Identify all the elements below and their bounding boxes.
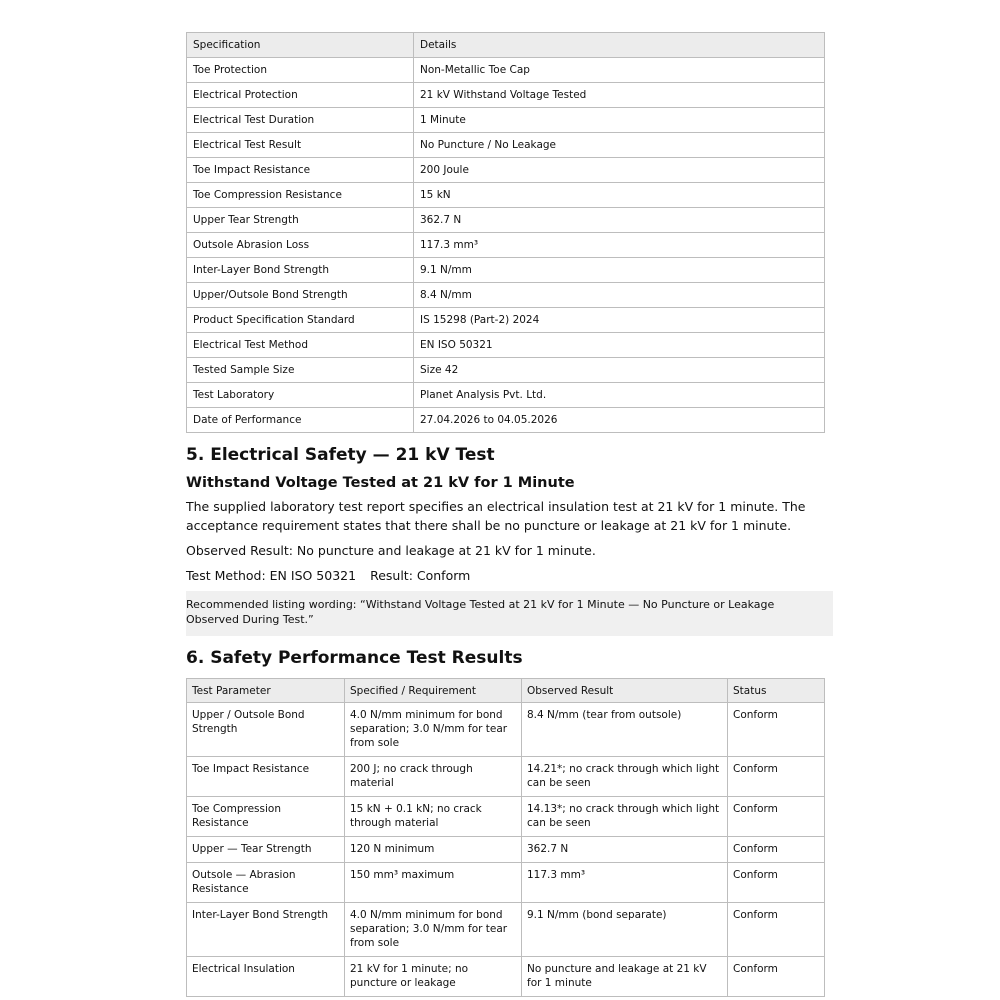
test-method-text: Test Method: EN ISO 50321 [186, 568, 357, 583]
table-row [187, 183, 825, 208]
section-5-paragraph: The supplied laboratory test report specifies an electrical insulation test at 21 kV for 1 minute. The acceptance requirement states that there shall be no puncture or leakage at 21 kV for 1 minute. [186, 499, 806, 533]
spec-name: Test Laboratory [187, 383, 414, 408]
test-parameter-cell: Toe Compression Resistance [187, 797, 345, 837]
requirement-cell: 200 J; no crack through material [345, 757, 522, 797]
spec-name: Electrical Protection [187, 83, 414, 108]
column-header: Specification [187, 33, 414, 58]
table-header-row [187, 33, 825, 58]
requirement-cell: 4.0 N/mm minimum for bond separation; 3.0 N/mm for tear from sole [345, 703, 522, 757]
column-header: Observed Result [522, 679, 728, 703]
table-header-row [187, 679, 825, 703]
spec-value: 8.4 N/mm [414, 283, 825, 308]
test-parameter-cell: Inter-Layer Bond Strength [187, 903, 345, 957]
test-parameter-cell: Upper — Tear Strength [187, 837, 345, 863]
spec-value: 21 kV Withstand Voltage Tested [414, 83, 825, 108]
spec-name: Electrical Test Duration [187, 108, 414, 133]
column-header: Details [414, 33, 825, 58]
spec-value: 362.7 N [414, 208, 825, 233]
results-table [186, 678, 825, 997]
spec-name: Upper/Outsole Bond Strength [187, 283, 414, 308]
column-header: Specified / Requirement [345, 679, 522, 703]
status-cell: Conform [728, 797, 825, 837]
requirement-cell: 21 kV for 1 minute; no puncture or leakage [345, 957, 522, 997]
status-cell: Conform [728, 837, 825, 863]
spec-name: Toe Protection [187, 58, 414, 83]
table-row [187, 863, 825, 903]
table-row [187, 133, 825, 158]
status-cell: Conform [728, 903, 825, 957]
spec-name: Electrical Test Result [187, 133, 414, 158]
observed-cell: 14.13*; no crack through which light can be seen [522, 797, 728, 837]
table-row [187, 703, 825, 757]
table-row [187, 837, 825, 863]
spec-name: Date of Performance [187, 408, 414, 433]
table-row [187, 358, 825, 383]
observed-cell: 8.4 N/mm (tear from outsole) [522, 703, 728, 757]
spec-value: Non-Metallic Toe Cap [414, 58, 825, 83]
spec-value: 15 kN [414, 183, 825, 208]
section-5-subheading: Withstand Voltage Tested at 21 kV for 1 Minute [186, 475, 575, 491]
test-parameter-cell: Electrical Insulation [187, 957, 345, 997]
spec-value: 117.3 mm³ [414, 233, 825, 258]
column-header: Test Parameter [187, 679, 345, 703]
test-method-line [186, 566, 825, 585]
table-row [187, 903, 825, 957]
table-row [187, 208, 825, 233]
observed-result-text: Observed Result: No puncture and leakage at 21 kV for 1 minute. [186, 543, 596, 558]
status-cell: Conform [728, 863, 825, 903]
observed-cell: 9.1 N/mm (bond separate) [522, 903, 728, 957]
observed-cell: 117.3 mm³ [522, 863, 728, 903]
table-row [187, 283, 825, 308]
table-row [187, 757, 825, 797]
document-page [186, 32, 825, 997]
table-row [187, 797, 825, 837]
status-cell: Conform [728, 957, 825, 997]
spec-value: EN ISO 50321 [414, 333, 825, 358]
table-row [187, 408, 825, 433]
requirement-cell: 15 kN + 0.1 kN; no crack through material [345, 797, 522, 837]
requirement-cell: 4.0 N/mm minimum for bond separation; 3.0 N/mm for tear from sole [345, 903, 522, 957]
result-text: Result: Conform [370, 568, 471, 583]
table-row [187, 333, 825, 358]
table-row [187, 957, 825, 997]
test-parameter-cell: Outsole — Abrasion Resistance [187, 863, 345, 903]
table-row [187, 108, 825, 133]
table-row [187, 58, 825, 83]
requirement-cell: 120 N minimum [345, 837, 522, 863]
table-row [187, 308, 825, 333]
test-parameter-cell: Toe Impact Resistance [187, 757, 345, 797]
spec-name: Product Specification Standard [187, 308, 414, 333]
spec-name: Toe Impact Resistance [187, 158, 414, 183]
section-5-heading: 5. Electrical Safety — 21 kV Test [186, 445, 495, 465]
section-6-heading: 6. Safety Performance Test Results [186, 648, 523, 668]
spec-name: Upper Tear Strength [187, 208, 414, 233]
spec-name: Outsole Abrasion Loss [187, 233, 414, 258]
status-cell: Conform [728, 703, 825, 757]
spec-value: 9.1 N/mm [414, 258, 825, 283]
spec-value: Size 42 [414, 358, 825, 383]
spec-value: 1 Minute [414, 108, 825, 133]
observed-cell: No puncture and leakage at 21 kV for 1 minute [522, 957, 728, 997]
spec-value: 27.04.2026 to 04.05.2026 [414, 408, 825, 433]
observed-cell: 362.7 N [522, 837, 728, 863]
table-row [187, 158, 825, 183]
spec-value: Planet Analysis Pvt. Ltd. [414, 383, 825, 408]
spec-name: Tested Sample Size [187, 358, 414, 383]
table-row [187, 233, 825, 258]
column-header: Status [728, 679, 825, 703]
spec-name: Toe Compression Resistance [187, 183, 414, 208]
status-cell: Conform [728, 757, 825, 797]
specification-table [186, 32, 825, 433]
observed-cell: 14.21*; no crack through which light can be seen [522, 757, 728, 797]
requirement-cell: 150 mm³ maximum [345, 863, 522, 903]
recommended-wording-box: Recommended listing wording: “Withstand Voltage Tested at 21 kV for 1 Minute — No Puncture or Leakage Observed During Test.” [186, 591, 833, 636]
spec-value: IS 15298 (Part-2) 2024 [414, 308, 825, 333]
table-row [187, 383, 825, 408]
table-row [187, 258, 825, 283]
spec-value: 200 Joule [414, 158, 825, 183]
spec-name: Inter-Layer Bond Strength [187, 258, 414, 283]
spec-value: No Puncture / No Leakage [414, 133, 825, 158]
test-parameter-cell: Upper / Outsole Bond Strength [187, 703, 345, 757]
spec-name: Electrical Test Method [187, 333, 414, 358]
table-row [187, 83, 825, 108]
